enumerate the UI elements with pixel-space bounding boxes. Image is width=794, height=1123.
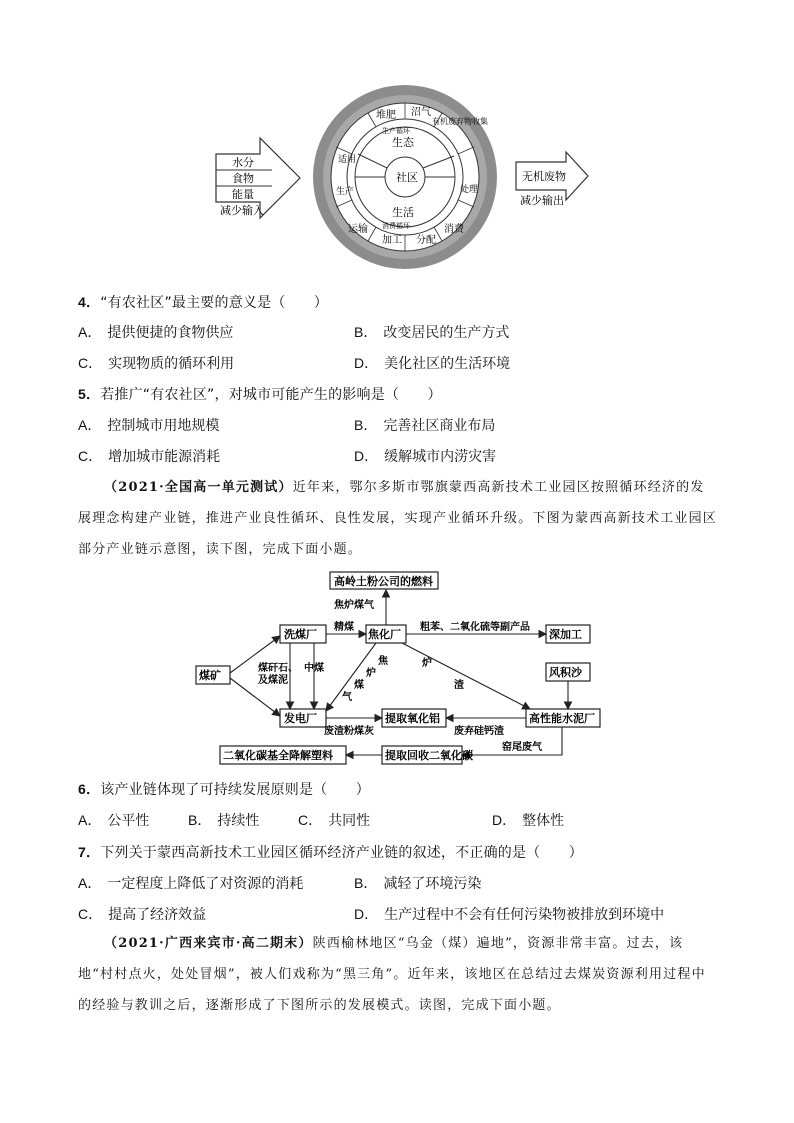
ring-produce: 生产 — [336, 187, 355, 197]
ring-process: 处理 — [460, 185, 479, 195]
q6-option-d[interactable]: D． 整体性 — [492, 812, 565, 829]
question-number: 4． — [78, 294, 101, 310]
node-deep-processing: 深加工 — [549, 628, 582, 641]
node-wind-sand: 风积沙 — [549, 666, 582, 679]
label-cg-3: 煤 — [354, 680, 364, 691]
passage-source: （2021·全国高一单元测试） — [104, 480, 293, 495]
ring-small-2: 消费循环 — [382, 222, 410, 230]
inner-top-label: 生态 — [392, 136, 414, 149]
center-label: 社区 — [396, 171, 418, 184]
label-fine-coal: 精煤 — [334, 622, 354, 633]
question-number: 7． — [78, 844, 101, 860]
node-coal-mine: 煤矿 — [199, 669, 221, 682]
label-kiln-gas: 窑尾废气 — [502, 742, 542, 753]
input-energy: 能量 — [232, 188, 254, 201]
industry-chain-diagram — [190, 568, 610, 770]
label-fly-ash: 废渣粉煤灰 — [324, 726, 374, 737]
question-4-stem — [78, 292, 328, 312]
node-wash-plant: 洗煤厂 — [284, 628, 317, 641]
passage-2 — [78, 928, 718, 1021]
q7-option-b[interactable]: B． 减轻了环境污染 — [354, 875, 482, 892]
node-power-plant: 发电厂 — [284, 712, 317, 725]
ring-consume: 消费 — [444, 224, 464, 235]
label-calcium-slag: 废弃硅钙渣 — [454, 726, 504, 737]
q6-option-b[interactable]: B． 持续性 — [188, 812, 260, 829]
q4-option-b[interactable]: B． 改变居民的生产方式 — [354, 324, 510, 341]
q5-option-a[interactable]: A． 控制城市用地规模 — [78, 417, 220, 434]
inner-bottom-label: 生活 — [392, 206, 414, 219]
q4-option-a[interactable]: A． 提供便捷的食物供应 — [78, 324, 234, 341]
q5-option-d[interactable]: D． 缓解城市内涝灾害 — [354, 448, 497, 465]
node-coking-plant: 焦化厂 — [368, 628, 401, 641]
output-label: 无机废物 — [522, 170, 566, 183]
ring-distribute: 分配 — [416, 235, 436, 246]
passage-1 — [78, 472, 718, 565]
passage-text: 陕西榆林地区“乌金（煤）遍地”，资源非常丰富。过去，该地“村村点火，处处冒烟”，被人们戏称为“黑三角”。近年来，该地区在总结过去煤炭资源利用过程中的经验与教训之后，逐渐形成了下图所示的发展模式。读图，完成下面小题。 — [78, 936, 706, 1013]
input-caption: 减少输入 — [220, 204, 264, 217]
label-slag-2: 渣 — [454, 680, 464, 691]
ring-apply: 适用 — [338, 155, 357, 165]
passage-text: 近年来，鄂尔多斯市鄂旗蒙西高新技术工业园区按照循环经济的发展理念构建产业链，推进产业良性循环、良性发展，实现产业循环升级。下图为蒙西高新技术工业园区部分产业链示意图，读下图，完成下面小题。 — [78, 480, 718, 557]
input-water: 水分 — [232, 156, 254, 169]
node-cement-plant: 高性能水泥厂 — [529, 712, 595, 725]
q4-option-d[interactable]: D． 美化社区的生活环境 — [354, 355, 511, 372]
node-alumina: 提取氧化铝 — [385, 712, 440, 725]
input-food: 食物 — [232, 172, 254, 185]
ring-collect: 有机废弃物收集 — [432, 117, 488, 126]
q6-option-a[interactable]: A． 公平性 — [78, 812, 150, 829]
question-number: 5． — [78, 386, 101, 402]
output-caption: 减少输出 — [520, 194, 564, 207]
label-gangue-2: 及煤泥 — [258, 675, 288, 686]
q5-option-b[interactable]: B． 完善社区商业布局 — [354, 417, 496, 434]
question-text: 若推广“有农社区”，对城市可能产生的影响是（ ） — [100, 387, 442, 403]
question-5-stem — [78, 384, 442, 404]
q7-option-c[interactable]: C． 提高了经济效益 — [78, 906, 207, 923]
node-plastic: 二氧化碳基全降解塑料 — [223, 749, 333, 762]
label-mid-coal: 中煤 — [304, 663, 324, 674]
ring-small-1: 生产循环 — [382, 127, 410, 135]
question-number: 6． — [78, 781, 101, 797]
q5-option-c[interactable]: C． 增加城市能源消耗 — [78, 448, 221, 465]
ring-compost: 堆肥 — [376, 110, 396, 121]
passage-source: （2021·广西来宾市·高二期末） — [104, 936, 313, 951]
question-text: “有农社区”最主要的意义是（ ） — [100, 295, 329, 311]
question-6-stem — [78, 779, 370, 799]
label-byproducts: 粗苯、二氧化硫等副产品 — [420, 622, 530, 633]
ring-processing: 加工 — [382, 235, 402, 246]
label-cg-4: 气 — [342, 692, 352, 703]
question-text: 该产业链体现了可持续发展原则是（ ） — [100, 782, 370, 798]
question-7-stem — [78, 842, 583, 862]
community-diagram — [210, 82, 600, 272]
node-co2-capture: 提取回收二氧化碳 — [385, 749, 473, 762]
ring-biogas: 沼气 — [411, 107, 431, 118]
q4-option-c[interactable]: C． 实现物质的循环利用 — [78, 355, 235, 372]
q7-option-d[interactable]: D． 生产过程中不会有任何污染物被排放到环境中 — [354, 906, 665, 923]
node-fuel: 高岭土粉公司的燃料 — [334, 575, 433, 588]
label-cg-2: 炉 — [366, 668, 376, 679]
question-text: 下列关于蒙西高新技术工业园区循环经济产业链的叙述，不正确的是（ ） — [100, 845, 583, 861]
label-slag-1: 炉 — [422, 658, 432, 669]
q6-option-c[interactable]: C． 共同性 — [298, 812, 371, 829]
ring-transport: 运输 — [348, 224, 368, 235]
label-gangue-1: 煤矸石、 — [258, 663, 298, 674]
label-coke-gas: 焦炉煤气 — [334, 600, 374, 611]
label-cg-1: 焦 — [378, 656, 388, 667]
q7-option-a[interactable]: A． 一定程度上降低了对资源的消耗 — [78, 875, 304, 892]
